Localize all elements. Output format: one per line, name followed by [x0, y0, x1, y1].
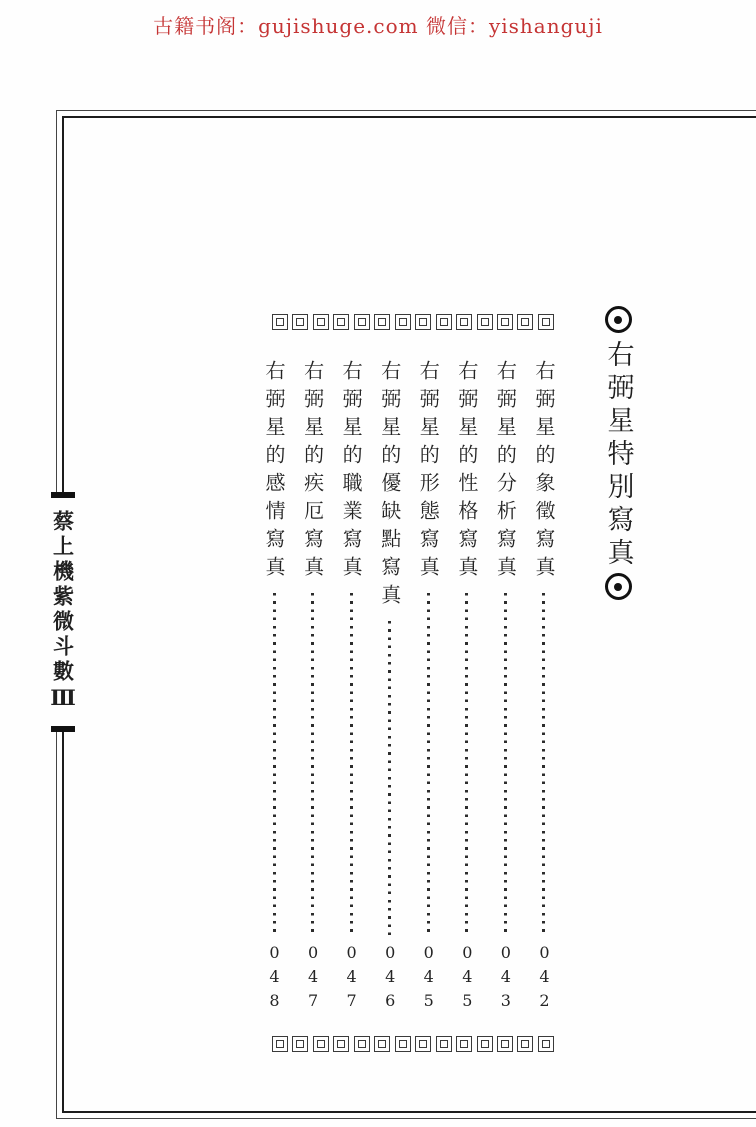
nested-square-inner — [481, 1040, 489, 1048]
toc-entry-title: 右弼星的形態寫真 — [416, 360, 441, 584]
nested-square-inner — [542, 1040, 550, 1048]
dotted-leader — [542, 593, 545, 937]
dotted-leader — [427, 593, 430, 937]
nested-square-inner — [419, 318, 427, 326]
nested-square-ornament — [374, 1036, 390, 1052]
book-title: 蔡上機紫微斗數Ⅲ — [50, 510, 76, 714]
ornament-row-top — [272, 314, 554, 330]
toc-entry-page: 047 — [303, 943, 323, 1015]
toc-entry — [300, 360, 326, 1015]
nested-square-inner — [542, 318, 550, 326]
nested-square-inner — [337, 1040, 345, 1048]
toc-entry-title: 右弼星的性格寫真 — [454, 360, 479, 584]
toc-entry-title: 右弼星的分析寫真 — [493, 360, 518, 584]
nested-square-ornament — [272, 314, 288, 330]
nested-square-ornament — [395, 314, 411, 330]
dotted-leader — [465, 593, 468, 937]
bullseye-dot — [614, 316, 622, 324]
nested-square-inner — [378, 1040, 386, 1048]
nested-square-ornament — [497, 314, 513, 330]
nested-square-inner — [440, 318, 448, 326]
toc-entry-page: 047 — [342, 943, 362, 1015]
toc-entry-page: 048 — [265, 943, 284, 1015]
watermark-text: 古籍书阁：gujishuge.com 微信：yishanguji — [153, 14, 603, 38]
dotted-leader — [311, 593, 314, 937]
bullseye-dot — [614, 583, 622, 591]
nested-square-ornament — [354, 314, 370, 330]
nested-square-inner — [378, 318, 386, 326]
nested-square-ornament — [333, 1036, 349, 1052]
dotted-leader — [388, 621, 391, 937]
nested-square-inner — [358, 1040, 366, 1048]
nested-square-inner — [460, 1040, 468, 1048]
toc-entry — [338, 360, 364, 1015]
nested-square-ornament — [415, 314, 431, 330]
nested-square-ornament — [497, 1036, 513, 1052]
nested-square-inner — [501, 1040, 509, 1048]
spine-title-block — [38, 492, 88, 732]
toc-entry — [415, 360, 441, 1015]
nested-square-ornament — [313, 1036, 329, 1052]
nested-square-ornament — [415, 1036, 431, 1052]
nested-square-inner — [419, 1040, 427, 1048]
nested-square-ornament — [477, 1036, 493, 1052]
dotted-leader — [504, 593, 507, 937]
nested-square-inner — [358, 318, 366, 326]
nested-square-ornament — [436, 314, 452, 330]
table-of-contents — [261, 360, 557, 1015]
nested-square-inner — [276, 318, 284, 326]
nested-square-ornament — [333, 314, 349, 330]
toc-entry-page: 045 — [419, 943, 439, 1015]
nested-square-inner — [521, 318, 529, 326]
nested-square-ornament — [517, 1036, 533, 1052]
nested-square-inner — [460, 318, 468, 326]
dotted-leader — [273, 593, 276, 937]
nested-square-ornament — [374, 314, 390, 330]
toc-entry-title: 右弼星的感情寫真 — [262, 360, 286, 584]
toc-entry — [377, 360, 403, 1015]
nested-square-inner — [296, 318, 304, 326]
toc-entry — [492, 360, 518, 1015]
nested-square-inner — [501, 318, 509, 326]
toc-entry-page: 043 — [496, 943, 516, 1015]
toc-entry-title: 右弼星的職業寫真 — [339, 360, 364, 584]
nested-square-ornament — [292, 1036, 308, 1052]
toc-entry-title: 右弼星的疾厄寫真 — [300, 360, 325, 584]
nested-square-ornament — [354, 1036, 370, 1052]
toc-entry-page: 042 — [534, 943, 554, 1015]
nested-square-inner — [296, 1040, 304, 1048]
nested-square-ornament — [456, 314, 472, 330]
nested-square-inner — [317, 318, 325, 326]
chapter-title: 右弼星特別寫真 — [602, 340, 634, 571]
toc-entry-title: 右弼星的優缺點寫真 — [377, 360, 402, 612]
toc-entry — [261, 360, 287, 1015]
nested-square-ornament — [436, 1036, 452, 1052]
toc-entry — [531, 360, 557, 1015]
nested-square-ornament — [313, 314, 329, 330]
bullseye-icon — [605, 306, 632, 333]
toc-entry-page: 046 — [380, 943, 400, 1015]
nested-square-ornament — [517, 314, 533, 330]
nested-square-ornament — [538, 1036, 554, 1052]
nested-square-inner — [440, 1040, 448, 1048]
spine-cap-top — [51, 492, 75, 498]
nested-square-ornament — [456, 1036, 472, 1052]
nested-square-inner — [521, 1040, 529, 1048]
nested-square-inner — [481, 318, 489, 326]
bullseye-icon — [605, 573, 632, 600]
toc-entry-title: 右弼星的象徵寫真 — [531, 360, 556, 584]
nested-square-ornament — [272, 1036, 288, 1052]
chapter-title-column — [599, 306, 637, 618]
nested-square-ornament — [395, 1036, 411, 1052]
dotted-leader — [350, 593, 353, 937]
toc-entry-page: 045 — [457, 943, 477, 1015]
nested-square-inner — [276, 1040, 284, 1048]
ornament-row-bottom — [272, 1036, 554, 1052]
nested-square-inner — [337, 318, 345, 326]
nested-square-inner — [317, 1040, 325, 1048]
nested-square-ornament — [538, 314, 554, 330]
spine-cap-bottom — [51, 726, 75, 732]
nested-square-inner — [399, 318, 407, 326]
toc-entry — [454, 360, 480, 1015]
nested-square-ornament — [292, 314, 308, 330]
nested-square-inner — [399, 1040, 407, 1048]
nested-square-ornament — [477, 314, 493, 330]
